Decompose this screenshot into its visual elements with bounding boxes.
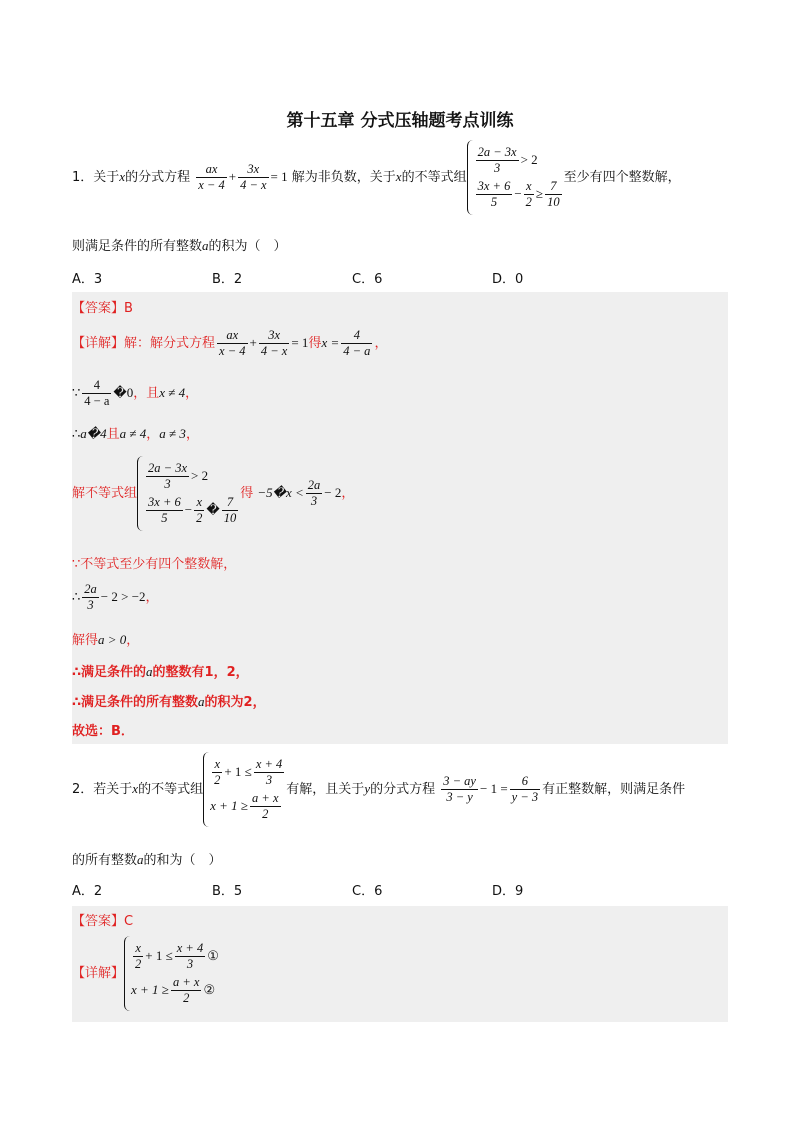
question-text: 解为非负数，关于 xyxy=(291,170,396,185)
option-b[interactable]: B．5 xyxy=(212,884,243,899)
math-var: x xyxy=(395,169,402,184)
option-a[interactable]: A．3 xyxy=(72,272,103,287)
answer-label: 【答案】C xyxy=(72,914,134,929)
detail-line-3: ∴a�4且a ≠ 4，a ≠ 3， xyxy=(72,426,199,442)
detail-line-a2: 【详解】 $\frac{x}{2}$ + 1 ≤ $\frac{x + 4}{3}$ ① x + 1 ≥ $\frac{a + x}{2}$ ② xyxy=(72,936,219,1011)
detail-line-7: 解得a > 0， xyxy=(72,632,140,648)
math-op: + xyxy=(228,169,237,184)
detail-line-4: 解不等式组 $\frac{2a - 3x}{3}$ > 2 $\frac{3x + 6}{5}$ − $\frac{x}{2}$ � $\frac{7}{10}$ 得 −5�x < $\frac{2a}{3}$ − 2， xyxy=(72,456,354,531)
option-d[interactable]: D．0 xyxy=(492,272,524,287)
option-d[interactable]: D．9 xyxy=(492,884,524,899)
detail-label: 【详解】 xyxy=(72,966,125,981)
question-1 xyxy=(72,140,681,215)
option-c[interactable]: C．6 xyxy=(352,272,383,287)
option-b[interactable]: B．2 xyxy=(212,272,243,287)
question-number: 2． xyxy=(72,782,94,797)
option-c[interactable]: C．6 xyxy=(352,884,383,899)
answer-label: 【答案】B xyxy=(72,301,133,316)
question-text: 至少有四个整数解， xyxy=(563,170,681,185)
fraction: $\frac{3x}{4 - x}$ xyxy=(240,162,267,192)
detail-line-5: ∵不等式至少有四个整数解， xyxy=(72,557,237,572)
math-var: x xyxy=(119,169,126,184)
detail-label: 【详解】 xyxy=(72,336,125,351)
math-op: = 1 xyxy=(270,169,288,184)
question-text: 的不等式组 xyxy=(401,170,467,185)
inequality-system: $\frac{2a - 3x}{3}$ > 2 $\frac{3x + 6}{5}$ − $\frac{x}{2}$ ≥ $\frac{7}{10}$ xyxy=(467,140,564,215)
question-1-line2: 则满足条件的所有整数a的积为（ ） xyxy=(72,238,287,254)
question-2: 2．若关于x的不等式组 $\frac{x}{2}$ + 1 ≤ $\frac{x + 4}{3}$ x + 1 ≥ $\frac{a + x}{2}$ 有解，且关于y的分式方程 $\frac{3 - ay}{3 - y}$ − 1 = $\frac{6}{y - 3}$ 有正整数解，则满足条件 xyxy=(72,752,685,827)
option-a[interactable]: A．2 xyxy=(72,884,103,899)
detail-line-2: ∵ $\frac{4}{4 - a}$ �0，且x ≠ 4， xyxy=(72,378,199,408)
detail-line-6: ∴ $\frac{2a}{3}$ − 2 > −2， xyxy=(72,582,159,612)
page-title: 第十五章 分式压轴题考点训练 xyxy=(286,111,514,131)
question-text: 的分式方程 xyxy=(125,170,191,185)
detail-line-1: 【详解】解：解分式方程 $\frac{ax}{x - 4}$ + $\frac{3x}{4 - x}$ = 1得x = $\frac{4}{4 - a}$ ， xyxy=(72,328,388,358)
question-text: 关于 xyxy=(93,170,120,185)
question-2-line2: 的所有整数a的和为（ ） xyxy=(72,852,222,868)
detail-line-10: 故选：B． xyxy=(72,724,134,739)
fraction: $\frac{ax}{x - 4}$ xyxy=(198,162,225,192)
detail-line-8: ∴满足条件的a的整数有1，2， xyxy=(72,664,249,680)
detail-line-9: ∴满足条件的所有整数a的积为2， xyxy=(72,694,266,710)
question-number: 1． xyxy=(72,170,94,185)
